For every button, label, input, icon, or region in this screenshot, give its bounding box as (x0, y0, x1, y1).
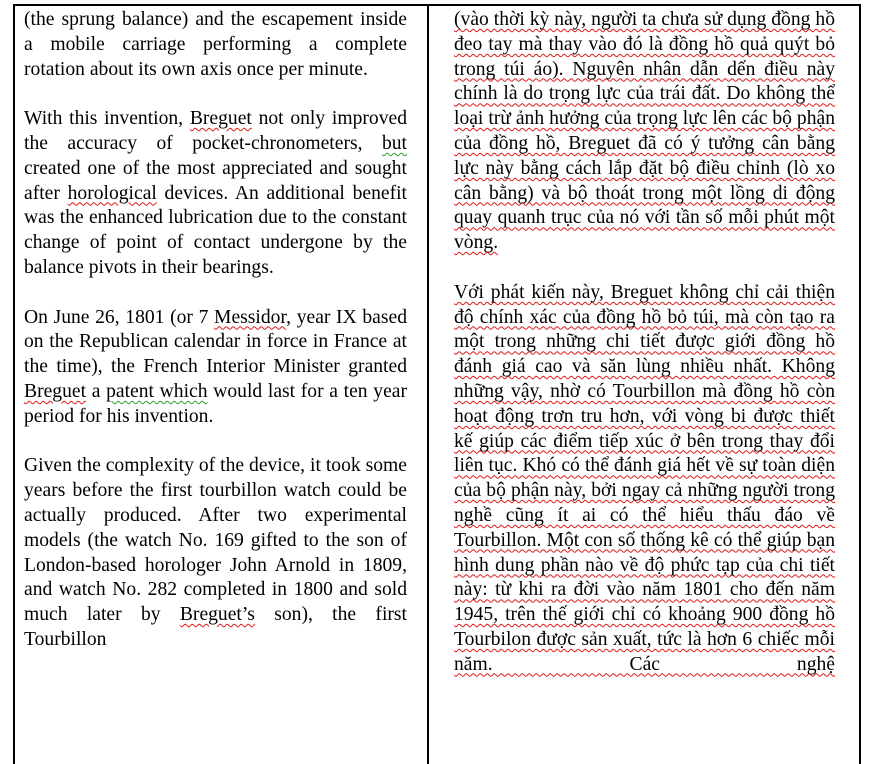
paragraph-en-4 (24, 454, 407, 652)
text-segment: Given the complexity of the device, it took some years before the first tourbillon watch could be actually produced. After two experimental models (the watch No. 169 gifted to the son of London-based horologer John Arnold in 1809, and watch No. 282 completed in 1800 and sold much later by (24, 455, 407, 626)
spelling-flagged-word[interactable]: Breguet’s (179, 604, 255, 626)
spelling-flagged-word[interactable]: Messidor (214, 306, 287, 328)
paragraph-en-3 (24, 306, 407, 430)
text-segment: With this invention, (24, 108, 190, 130)
spelling-flagged-word[interactable]: Breguet (24, 380, 87, 402)
text-segment: son), the first Tourbillon (24, 604, 407, 650)
english-column[interactable] (15, 6, 429, 764)
text-segment: devices. An additional benefit was the enhanced lubrication due to the constant change of point of contact undergone by the balance pivots in their bearings. (24, 182, 407, 278)
paragraph-en-2 (24, 107, 407, 281)
grammar-flagged-word[interactable]: but (381, 132, 407, 154)
vietnamese-column[interactable] (429, 6, 859, 764)
text-segment: On June 26, 1801 (or 7 (24, 306, 215, 328)
paragraph-vi-1: (vào thời kỳ này, người ta chưa sử dụng đồng hồ đeo tay mà thay vào đó là đồng hồ quả quýt bỏ trong túi áo). Nguyên nhân dẫn dến điều này chính là do trọng lực của trái đất. Do không thể loại trừ ảnh hưởng của trọng lực lên các bộ phận của đồng hồ, Breguet đã có ý tưởng cân bằng lực này bằng cách lắp đặt bộ điều chỉnh (lò xo cân bằng) và bộ thoát trong một lồng di động quay quanh trục của nó với tần số mỗi phút một vòng. (454, 9, 835, 254)
paragraph-vi-2: Với phát kiến này, Breguet không chỉ cải thiện độ chính xác của đồng hồ bỏ túi, mà còn tạo ra một trong những chi tiết được giới đồng hồ đánh giá cao và săn lùng nhiều nhất. Không những vậy, nhờ có Tourbillon mà đồng hồ còn hoạt động trơn tru hơn, với vòng bi được thiết kế giúp các điểm tiếp xúc ở bên trong thay đổi liên tục. Khó có thể đánh giá hết về sự toàn diện của bộ phận này, bởi ngay cả những người trong nghề cũng ít ai có thể hiểu thấu đáo về Tourbillon. Một con số thống kê có thể giúp bạn hình dung phần nào về độ phức tạp của chi tiết này: từ khi ra đời vào năm 1801 cho đến năm 1945, trên thế giới chỉ có khoảng 900 đồng hồ Tourbilon được sản xuất, tức là hơn 6 chiếc mỗi năm. Các nghệ (454, 281, 835, 675)
text-segment: (the sprung balance) and the escapement inside a mobile carriage performing a complete rotation about its own axis once per minute. (24, 9, 407, 80)
text-segment: , year IX based on the Republican calendar in force in France at the time), the French Interior Minister granted (24, 306, 407, 378)
grammar-flagged-phrase[interactable]: patent which (106, 380, 208, 402)
text-segment: a (86, 380, 107, 402)
text-segment: would last for a ten year period for his invention. (24, 380, 407, 427)
text-segment: created one of the most appreciated and sought after (24, 157, 407, 204)
text-segment: not only improved the accuracy of pocket-chronometers, (24, 108, 407, 154)
spelling-flagged-word[interactable]: Breguet (189, 108, 252, 130)
paragraph-en-1 (24, 8, 407, 82)
translation-table (13, 4, 861, 764)
spelling-flagged-word[interactable]: horological (67, 182, 157, 204)
